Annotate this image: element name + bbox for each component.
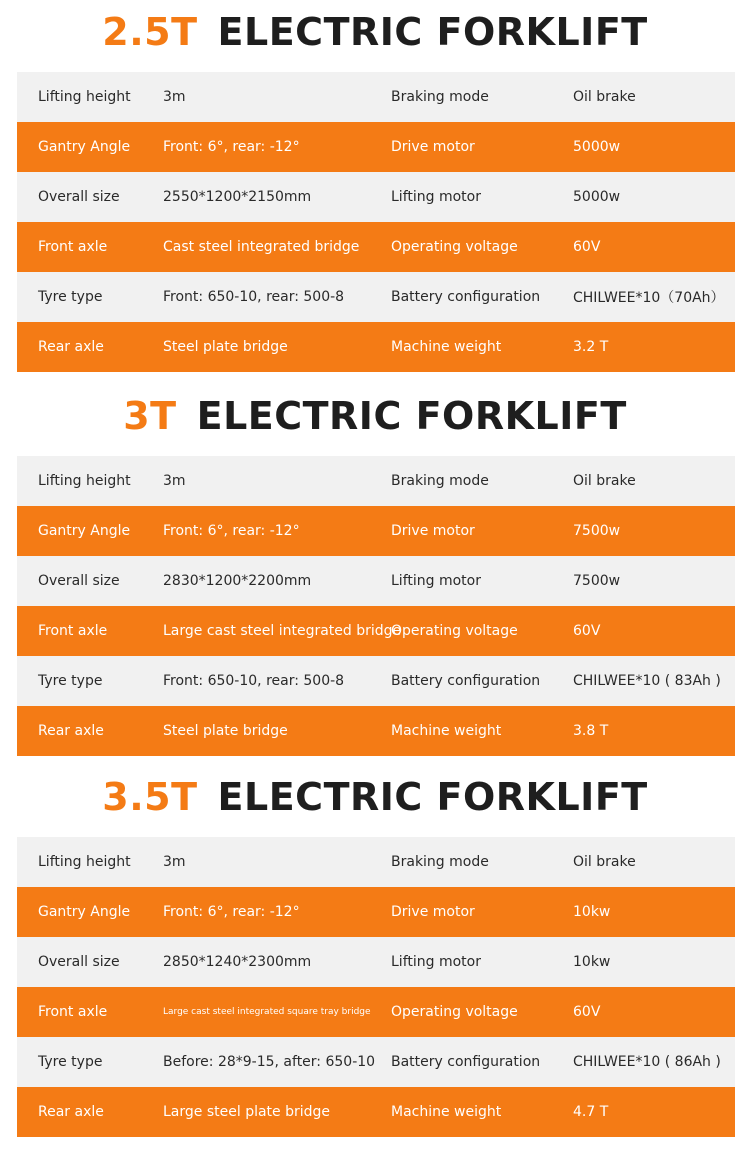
table-row: [17, 272, 735, 322]
capacity-label: 2.5T: [102, 10, 198, 54]
spec-value: Oil brake: [573, 89, 636, 105]
spec-value: CHILWEE*10 ( 83Ah ): [573, 673, 721, 689]
spec-value: 4.7 T: [573, 1104, 609, 1120]
spec-table: [17, 72, 735, 372]
spec-label: Machine weight: [391, 1104, 502, 1120]
spec-table: [17, 456, 735, 756]
spec-label: Front axle: [38, 239, 108, 255]
table-row: [17, 322, 735, 372]
spec-value: Front: 6°, rear: -12°: [163, 139, 300, 155]
section-title: [0, 0, 750, 64]
table-row: [17, 122, 735, 172]
title-label: ELECTRIC FORKLIFT: [217, 10, 648, 54]
spec-value: Oil brake: [573, 473, 636, 489]
table-row: [17, 887, 735, 937]
spec-value: Large steel plate bridge: [163, 1104, 331, 1120]
spec-value: 3m: [163, 854, 186, 870]
spec-label: Tyre type: [38, 289, 103, 305]
spec-value: 60V: [573, 623, 601, 639]
spec-label: Battery configuration: [391, 1054, 541, 1070]
spec-value: Oil brake: [573, 854, 636, 870]
spec-table: [17, 837, 735, 1137]
capacity-label: 3T: [123, 394, 177, 438]
spec-value: CHILWEE*10（70Ah）: [573, 290, 725, 306]
section-title: [0, 765, 750, 829]
spec-value: Steel plate bridge: [163, 339, 288, 355]
section-3t: [0, 384, 750, 739]
spec-label: Machine weight: [391, 339, 502, 355]
spec-value: Front: 650-10, rear: 500-8: [163, 673, 345, 689]
spec-value: 3.2 T: [573, 339, 609, 355]
spec-label: Drive motor: [391, 904, 475, 920]
spec-value: 2830*1200*2200mm: [163, 573, 312, 589]
table-row: [17, 606, 735, 656]
table-row: [17, 222, 735, 272]
spec-value: Cast steel integrated bridge: [163, 239, 360, 255]
spec-label: Drive motor: [391, 523, 475, 539]
spec-value: 5000w: [573, 139, 621, 155]
spec-value: Steel plate bridge: [163, 723, 288, 739]
spec-value: 3m: [163, 473, 186, 489]
section-title: [0, 384, 750, 448]
table-row: [17, 556, 735, 606]
spec-value: 7500w: [573, 573, 621, 589]
spec-label: Lifting motor: [391, 954, 481, 970]
spec-value: 7500w: [573, 523, 621, 539]
spec-label: Gantry Angle: [38, 139, 131, 155]
spec-value: Front: 6°, rear: -12°: [163, 904, 300, 920]
spec-value: Large cast steel integrated square tray bridge: [163, 1007, 371, 1017]
spec-label: Braking mode: [391, 89, 489, 105]
spec-value: Large cast steel integrated bridge: [163, 623, 402, 639]
capacity-label: 3.5T: [102, 775, 198, 819]
spec-label: Tyre type: [38, 673, 103, 689]
spec-value: 60V: [573, 239, 601, 255]
spec-label: Front axle: [38, 623, 108, 639]
spec-label: Machine weight: [391, 723, 502, 739]
spec-label: Lifting motor: [391, 573, 481, 589]
spec-label: Tyre type: [38, 1054, 103, 1070]
spec-value: Front: 6°, rear: -12°: [163, 523, 300, 539]
spec-label: Operating voltage: [391, 623, 518, 639]
spec-value: CHILWEE*10 ( 86Ah ): [573, 1054, 721, 1070]
spec-label: Gantry Angle: [38, 523, 131, 539]
table-row: [17, 706, 735, 756]
title-label: ELECTRIC FORKLIFT: [217, 775, 648, 819]
spec-value: 3m: [163, 89, 186, 105]
spec-label: Gantry Angle: [38, 904, 131, 920]
spec-value: 10kw: [573, 904, 611, 920]
table-row: [17, 456, 735, 506]
spec-value: 10kw: [573, 954, 611, 970]
spec-label: Overall size: [38, 573, 120, 589]
spec-value: 2850*1240*2300mm: [163, 954, 312, 970]
table-row: [17, 937, 735, 987]
spec-value: 2550*1200*2150mm: [163, 189, 312, 205]
spec-label: Rear axle: [38, 1104, 104, 1120]
spec-label: Overall size: [38, 954, 120, 970]
spec-label: Battery configuration: [391, 289, 541, 305]
spec-label: Rear axle: [38, 723, 104, 739]
spec-label: Front axle: [38, 1004, 108, 1020]
spec-label: Lifting height: [38, 854, 131, 870]
spec-label: Battery configuration: [391, 673, 541, 689]
table-row: [17, 1037, 735, 1087]
table-row: [17, 656, 735, 706]
spec-value: Before: 28*9-15, after: 650-10: [163, 1054, 376, 1070]
section-3-5t: [0, 765, 750, 1120]
spec-value: Front: 650-10, rear: 500-8: [163, 289, 345, 305]
spec-label: Braking mode: [391, 473, 489, 489]
spec-label: Braking mode: [391, 854, 489, 870]
title-label: ELECTRIC FORKLIFT: [196, 394, 627, 438]
spec-label: Operating voltage: [391, 1004, 518, 1020]
spec-label: Rear axle: [38, 339, 104, 355]
table-row: [17, 506, 735, 556]
spec-label: Lifting height: [38, 89, 131, 105]
table-row: [17, 1087, 735, 1137]
spec-value: 3.8 T: [573, 723, 609, 739]
spec-label: Drive motor: [391, 139, 475, 155]
table-row: [17, 172, 735, 222]
spec-label: Lifting motor: [391, 189, 481, 205]
table-row: [17, 987, 735, 1037]
spec-value: 60V: [573, 1004, 601, 1020]
spec-value: 5000w: [573, 189, 621, 205]
section-2-5t: [0, 0, 750, 355]
spec-label: Operating voltage: [391, 239, 518, 255]
table-row: [17, 837, 735, 887]
table-row: [17, 72, 735, 122]
spec-label: Overall size: [38, 189, 120, 205]
spec-label: Lifting height: [38, 473, 131, 489]
